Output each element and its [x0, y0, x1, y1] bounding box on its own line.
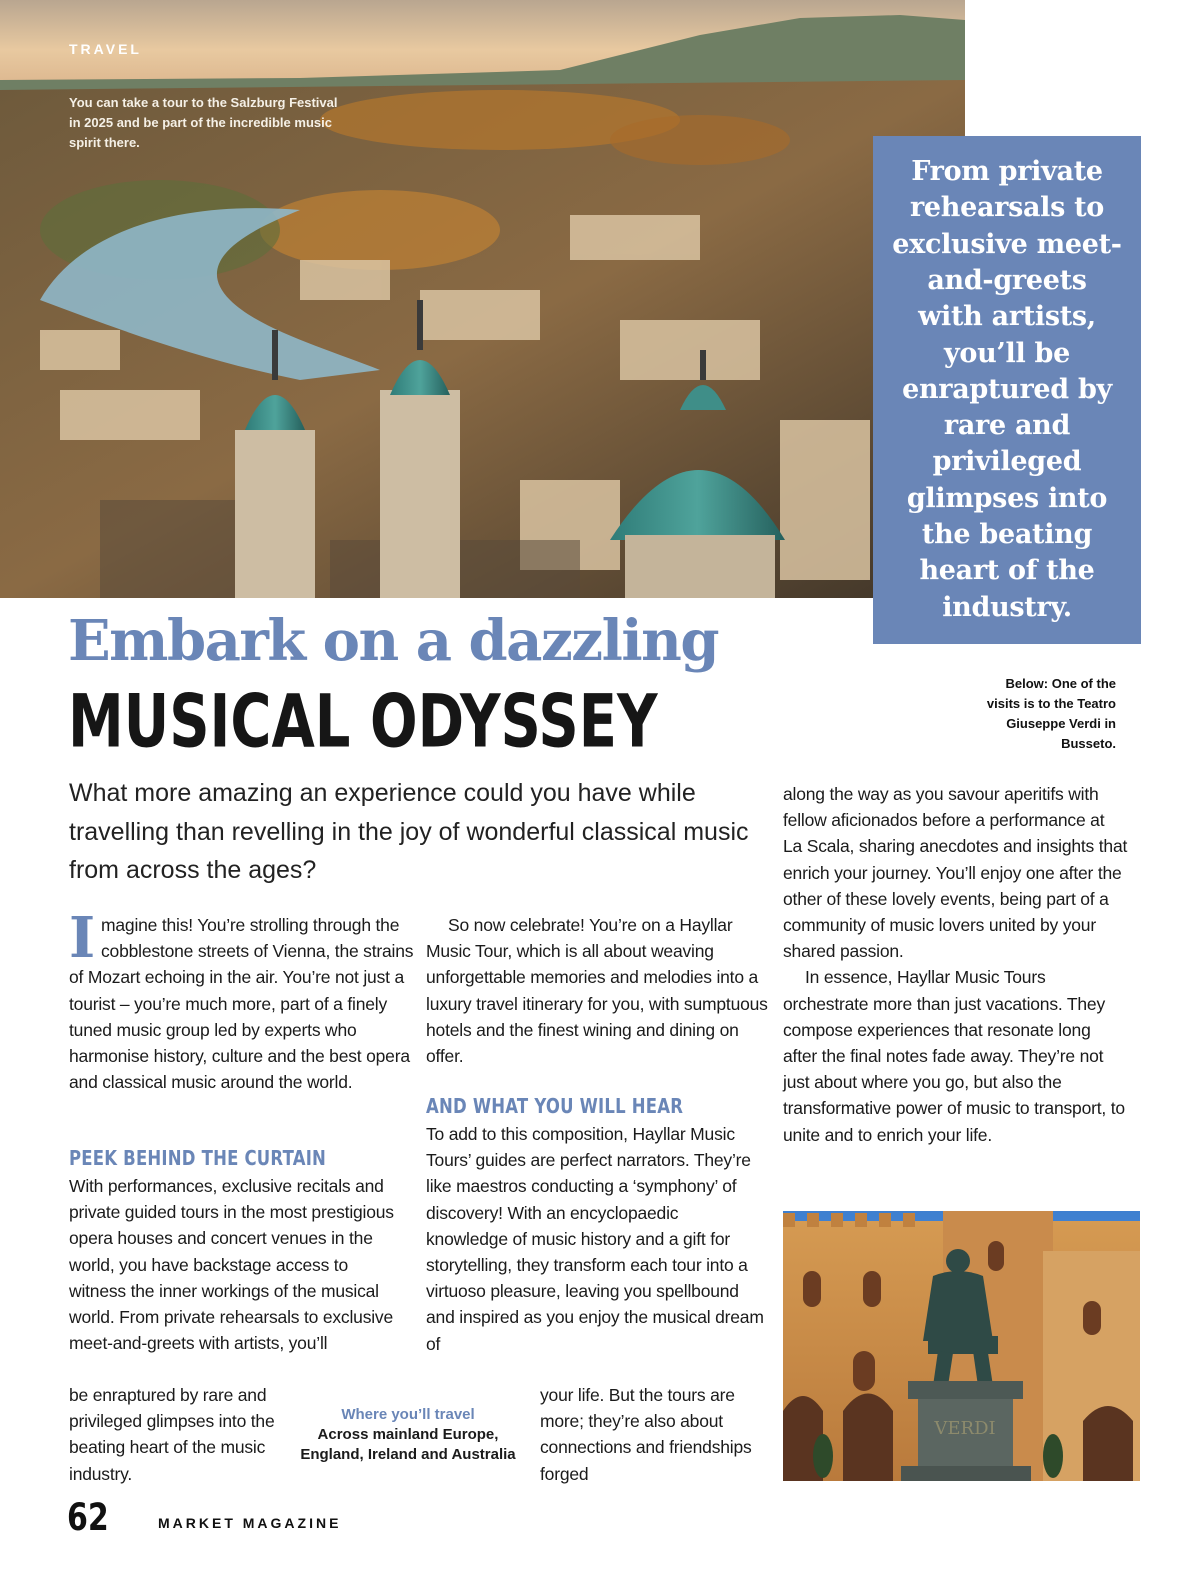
subhead-peek-behind-the-curtain: PEEK BEHIND THE CURTAIN [69, 1146, 327, 1170]
verdi-plaque-text: VERDI [934, 1418, 996, 1439]
subhead-and-what-you-will-hear: AND WHAT YOU WILL HEAR [426, 1094, 684, 1118]
paragraph-2-end: be enraptured by rare and privileged glimpses into the beating heart of the music industry. [69, 1385, 275, 1484]
where-youll-travel-box [298, 1405, 518, 1465]
headline-line-2: MUSICAL ODYSSEY [68, 680, 658, 765]
column-1 [69, 905, 414, 1095]
column-1-para-2-end [69, 1382, 291, 1487]
paragraph-guides: To add to this composition, Hayllar Music Tours’ guides are perfect narrators. They’re like maestros conducting a ‘symphony’ of discovery! With an encyclopaedic knowledge of music history and a gift for storytelling, they transform each tour into a virtuoso pleasure, leaving you spellbound and inspired as you enjoy the musical dream of [426, 1124, 764, 1354]
column-1-para-2 [69, 1173, 409, 1356]
travel-box-value: Across mainland Europe, England, Ireland and Australia [300, 1426, 516, 1463]
column-2-para-2-end [540, 1382, 752, 1487]
photo-caption-below: Below: One of the visits is to the Teatro Giuseppe Verdi in Busseto. [986, 676, 1116, 751]
intro-text: magine this! You’re strolling through the cobblestone streets of Vienna, the strains of Mozart echoing in the air. You’re not just a tourist – you’re much more, part of a finely tuned music group led by experts who harmonise history, culture and the best opera and classical music around the world. [69, 915, 414, 1093]
intro-paragraph [69, 905, 414, 1095]
travel-box-label: Where you’ll travel [341, 1406, 475, 1423]
pull-quote-text: From private rehearsals to exclusive meet-and-greets with artists, you’ll be enraptured by rare and privileged glimpses into the beating heart of the industry. [892, 156, 1122, 623]
paragraph-2: With performances, exclusive recitals and private guided tours in the most prestigious opera houses and concert venues in the world, you have backstage access to witness the inner workings of the musical world. From private rehearsals to exclusive meet-and-greets with artists, you’ll [69, 1176, 394, 1354]
column-2-para-2 [426, 1121, 764, 1357]
column-3 [783, 781, 1128, 1148]
verdi-statue-photo [783, 1211, 1140, 1481]
paragraph-aperitifs: along the way as you savour aperitifs with fellow aficionados before a performance at La Scala, sharing anecdotes and insights that enrich your journey. You’ll enjoy one after the other of these lovely events, being part of a community of music lovers united by your shared passion. [783, 784, 1128, 962]
paragraph-in-essence: In essence, Hayllar Music Tours orchestrate more than just vacations. They compose experiences that resonate long after the final notes fade away. They’re not just about where you go, but also the transformative power of music to transport, to unite and to enrich your life. [783, 967, 1125, 1145]
section-tag: TRAVEL [69, 41, 142, 57]
standfirst: What more amazing an experience could you have while travelling than revelling in the joy of wonderful classical music from across the ages? [69, 779, 749, 884]
drop-cap: I [69, 905, 95, 971]
subhead-peek-behind-the-curtain-wrap [69, 1146, 414, 1170]
paragraph-guides-end: your life. But the tours are more; they’re also about connections and friendships forged [540, 1385, 752, 1484]
paragraph-celebrate: So now celebrate! You’re on a Hayllar Music Tour, which is all about weaving unforgettable memories and melodies into a luxury travel itinerary for you, with sumptuous hotels and the finest wining and dining on offer. [426, 915, 768, 1067]
hero-photo [0, 0, 965, 598]
hero-caption: You can take a tour to the Salzburg Festival in 2025 and be part of the incredible music spirit there. [69, 95, 338, 150]
publication-name: MARKET MAGAZINE [158, 1515, 342, 1531]
page-number: 62 [67, 1496, 109, 1540]
subhead-and-what-you-will-hear-wrap [426, 1094, 768, 1118]
pull-quote-box [873, 136, 1141, 644]
column-2 [426, 912, 768, 1069]
headline-line-1: Embark on a dazzling [68, 608, 718, 674]
